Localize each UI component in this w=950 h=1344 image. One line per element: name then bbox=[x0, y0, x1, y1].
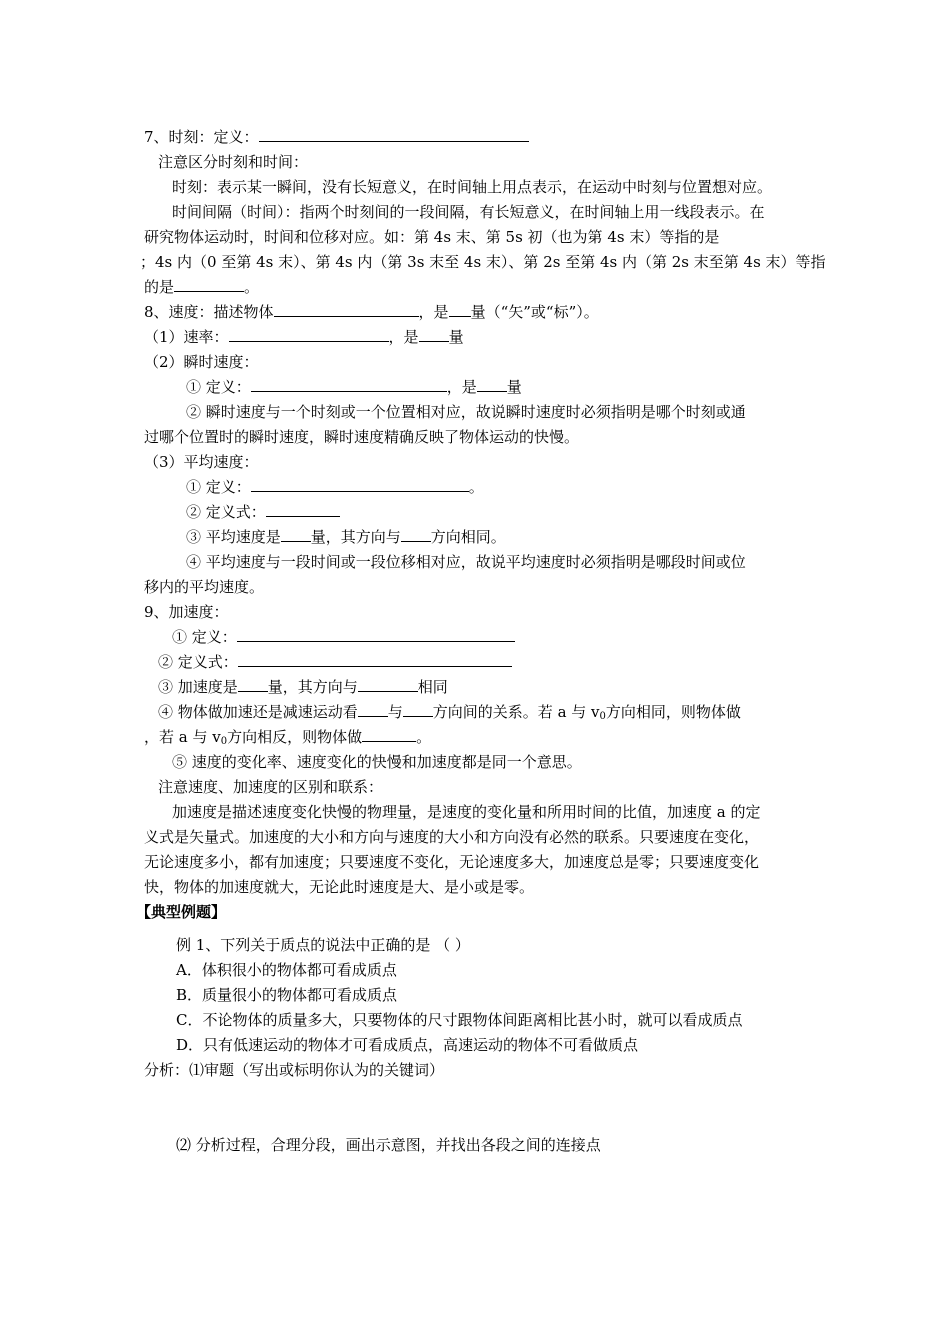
acceleration-paragraph-3: 无论速度多小，都有加速度；只要速度不变化，无论速度多大，加速度总是零；只要速度变化 bbox=[144, 853, 760, 871]
acceleration-type-blank[interactable] bbox=[238, 675, 268, 692]
velocity-describe-blank[interactable] bbox=[274, 300, 419, 317]
option-d[interactable]: D．只有低速运动的物体才可看成质点，高速运动的物体不可看做质点 bbox=[176, 1036, 639, 1054]
time-definition-line bbox=[144, 125, 529, 150]
analysis-step-2: ⑵ 分析过程，合理分段，画出示意图，并找出各段之间的连接点 bbox=[176, 1136, 601, 1154]
average-definition-blank[interactable] bbox=[251, 475, 469, 492]
average-formula-blank[interactable] bbox=[266, 500, 340, 517]
acceleration-judge-line-1: ④ 物体做加速还是减速运动看 与 方向间的关系。若 a 与 $v_0$方向相同，则物体做 bbox=[158, 700, 741, 730]
speed-line: （1）速率： ，是 量 bbox=[144, 325, 464, 350]
time-note: 注意区分时刻和时间： bbox=[158, 153, 309, 171]
average-velocity-direction: ③ 平均速度是 量，其方向与 方向相同。 bbox=[186, 525, 506, 550]
acceleration-title: 9、加速度： bbox=[144, 603, 229, 621]
instant-velocity-note-1: ② 瞬时速度与一个时刻或一个位置相对应，故说瞬时速度时必须指明是哪个时刻或通 bbox=[186, 403, 746, 421]
instant-velocity-note-2: 过哪个位置时的瞬时速度，瞬时速度精确反映了物体运动的快慢。 bbox=[144, 428, 580, 446]
average-velocity-title: （3）平均速度： bbox=[144, 453, 259, 471]
interval-text-2: 研究物体运动时，时间和位移对应。如：第 4s 末、第 5s 初（也为第 4s 末）等指的是 bbox=[144, 228, 720, 246]
average-velocity-definition: ① 定义： 。 bbox=[186, 475, 484, 500]
time-definition-label: 7、时刻：定义： bbox=[144, 128, 259, 146]
instant-velocity-title: （2）瞬时速度： bbox=[144, 353, 259, 371]
option-b[interactable]: B．质量很小的物体都可看成质点 bbox=[176, 986, 398, 1004]
time-definition-blank[interactable] bbox=[259, 125, 529, 142]
average-velocity-note-2: 移内的平均速度。 bbox=[144, 578, 265, 596]
analysis-step-1: 分析：⑴审题（写出或标明你认为的关键词） bbox=[144, 1061, 445, 1079]
acceleration-direction-blank[interactable] bbox=[358, 675, 418, 692]
examples-heading: 【典型例题】 bbox=[136, 903, 227, 921]
interval-blank[interactable] bbox=[174, 275, 244, 292]
option-a[interactable]: A．体积很小的物体都可看成质点 bbox=[176, 961, 397, 979]
acceleration-paragraph-4: 快，物体的加速度就大，无论此时速度是大、是小或是零。 bbox=[144, 878, 535, 896]
acceleration-paragraph-1: 加速度是描述速度变化快慢的物理量，是速度的变化量和所用时间的比值，加速度 a 的定 bbox=[172, 803, 761, 821]
velocity-line: 8、速度：描述物体 ，是 量（“矢”或“标”）。 bbox=[144, 300, 599, 325]
acceleration-formula-blank[interactable] bbox=[238, 650, 512, 667]
instant-velocity-definition: ① 定义： ，是 量 bbox=[186, 375, 522, 400]
instant-definition-blank[interactable] bbox=[251, 375, 447, 392]
judge-blank-2[interactable] bbox=[403, 700, 433, 717]
velocity-type-blank[interactable] bbox=[449, 300, 471, 317]
interval-text-3: ；4s 内（0 至第 4s 末）、第 4s 内（第 3s 末至 4s 末）、第 2s 至第 4s 内（第 2s 末至第 4s 末）等指 bbox=[140, 253, 826, 271]
average-direction-blank[interactable] bbox=[401, 525, 431, 542]
acceleration-direction: ③ 加速度是 量，其方向与 相同 bbox=[158, 675, 448, 700]
example-1-question: 例 1、下列关于质点的说法中正确的是 （ ） bbox=[176, 936, 470, 954]
acceleration-judge-line-2: ，若 a 与 $v_0$方向相反，则物体做 。 bbox=[144, 725, 431, 755]
acceleration-paragraph-2: 义式是矢量式。加速度的大小和方向与速度的大小和方向没有必然的联系。只要速度在变化， bbox=[144, 828, 760, 846]
acceleration-definition-blank[interactable] bbox=[237, 625, 515, 642]
speed-type-blank[interactable] bbox=[419, 325, 449, 342]
judge-blank-1[interactable] bbox=[358, 700, 388, 717]
average-type-blank[interactable] bbox=[281, 525, 311, 542]
acceleration-note: 注意速度、加速度的区别和联系： bbox=[158, 778, 384, 796]
interval-text-1: 时间间隔（时间）：指两个时刻间的一段间隔，有长短意义，在时间轴上用一线段表示。在 bbox=[172, 203, 765, 221]
acceleration-definition: ① 定义： bbox=[172, 625, 515, 650]
instant-type-blank[interactable] bbox=[477, 375, 507, 392]
average-velocity-note-1: ④ 平均速度与一段时间或一段位移相对应，故说平均速度时必须指明是哪段时间或位 bbox=[186, 553, 746, 571]
option-c[interactable]: C．不论物体的质量多大，只要物体的尺寸跟物体间距离相比甚小时，就可以看成质点 bbox=[176, 1011, 743, 1029]
speed-blank[interactable] bbox=[229, 325, 389, 342]
acceleration-formula: ② 定义式： bbox=[158, 650, 512, 675]
judge-blank-3[interactable] bbox=[362, 725, 416, 742]
moment-description: 时刻：表示某一瞬间，没有长短意义，在时间轴上用点表示，在运动中时刻与位置想对应。 bbox=[172, 178, 773, 196]
acceleration-same-meaning: ⑤ 速度的变化率、速度变化的快慢和加速度都是同一个意思。 bbox=[172, 753, 582, 771]
interval-text-4: 的是 。 bbox=[144, 275, 259, 300]
average-velocity-formula: ② 定义式： bbox=[186, 500, 340, 525]
